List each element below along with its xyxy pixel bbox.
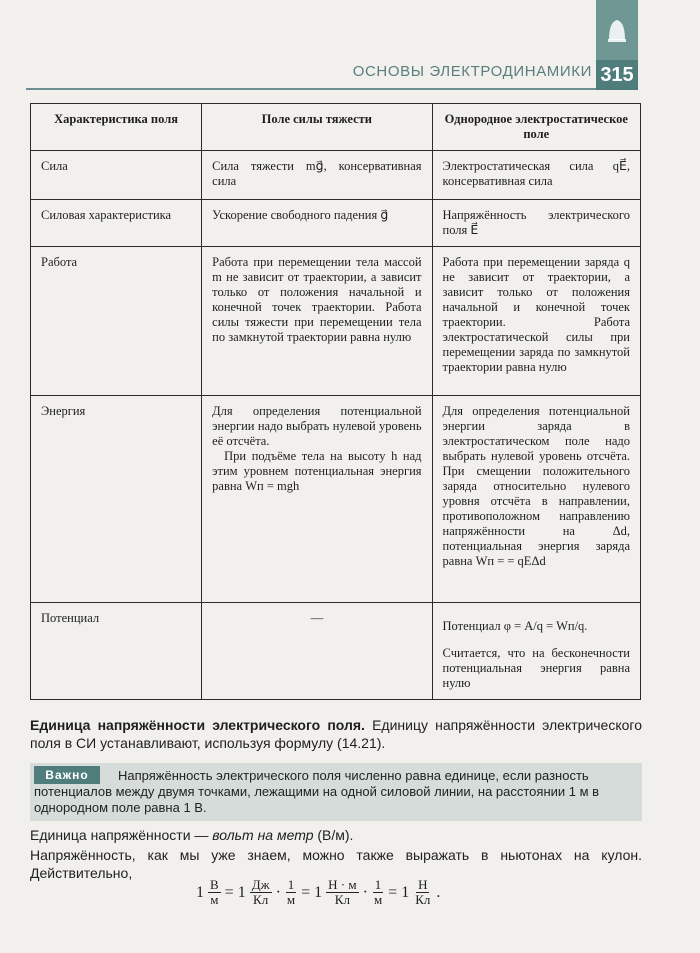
bell-icon <box>606 14 628 44</box>
fraction <box>326 878 358 907</box>
denominator: Кл <box>334 892 350 907</box>
important-label: Важно <box>34 766 100 784</box>
fraction <box>413 878 432 907</box>
formula-part: = 1 <box>224 883 246 901</box>
gravity-energy-text-2: При подъёме тела на высоту h над этим уровнем потенциальная энергия равна Wп = mgh <box>212 449 422 493</box>
gravity-energy-text-1: Для определения потенциальной энергии надо выбрать нулевой уровень её отсчёта. <box>212 404 422 448</box>
paragraph-newton-per-coulomb: Напряжённость, как мы уже знаем, можно также выражать в ньютонах на кулон. Действительно, <box>30 847 642 881</box>
table-row <box>31 603 641 700</box>
potential-formula: Потенциал φ = A/q = Wп/q. <box>442 619 588 633</box>
denominator: м <box>286 892 296 907</box>
important-text: Напряжённость электрического поля численно равна единице, если разность потенциалов между двумя точками, лежащими на одной силовой линии, на расстоянии 1 м в однородном поле равна 1 В. <box>34 768 600 815</box>
denominator: Кл <box>253 892 269 907</box>
paragraph-tail: (В/м). <box>313 827 354 843</box>
section-title: ОСНОВЫ ЭЛЕКТРОДИНАМИКИ <box>352 63 592 80</box>
paragraph-unit-definition <box>30 716 642 752</box>
fraction <box>285 878 297 907</box>
unit-formula <box>196 878 440 907</box>
fraction <box>372 878 384 907</box>
row-name: Энергия <box>31 396 202 603</box>
formula-part: . <box>436 883 441 901</box>
fraction <box>208 878 221 907</box>
table-row <box>31 247 641 396</box>
formula-part: · <box>362 883 368 901</box>
numerator: Н · м <box>328 877 357 892</box>
row-name: Работа <box>31 247 202 396</box>
header-divider <box>26 88 596 90</box>
unit-name-italic: вольт на метр <box>212 827 314 843</box>
electro-cell <box>432 603 640 700</box>
numerator: В <box>210 877 219 892</box>
header-electrostatic-field: Однородное электростатическое поле <box>432 104 640 151</box>
paragraph-unit-name <box>30 826 642 844</box>
gravity-cell: Сила тяжести mg⃗, консервативная сила <box>202 151 432 200</box>
formula-part: 1 <box>196 883 204 901</box>
formula-part: · <box>275 883 281 901</box>
table-row <box>31 396 641 603</box>
table-header-row <box>31 104 641 151</box>
numerator: 1 <box>374 877 382 892</box>
row-name: Силовая характеристика <box>31 200 202 247</box>
row-name: Потенциал <box>31 603 202 700</box>
denominator: Кл <box>415 892 431 907</box>
paragraph-text: Единица напряжённости — <box>30 827 213 843</box>
gravity-cell <box>202 396 432 603</box>
denominator: м <box>210 892 219 907</box>
electro-cell: Напряжённость электрического поля E⃗ <box>432 200 640 247</box>
formula-part: = 1 <box>301 883 323 901</box>
gravity-cell: Ускорение свободного падения g⃗ <box>202 200 432 247</box>
table-row <box>31 151 641 200</box>
gravity-cell: — <box>202 603 432 700</box>
paragraph-heading: Единица напряжённости электрического поля. <box>30 717 365 733</box>
electro-cell: Для определения потенциальной энергии заряда в электростатическом поле надо выбрать нулевой уровень отсчёта. При смещении положительного заряда относительно нулевого уровня отсчёта в направлении, противоположном направлению напряжённости на Δd, потенциальная энергия заряда равна Wп = = qEΔd <box>432 396 640 603</box>
numerator: Дж <box>251 877 270 892</box>
electro-cell: Работа при перемещении заряда q не зависит от траектории, а зависит только от положения начальной и конечной точек траектории. Работа электростатической силы при перемещении заряда по замкнутой траектории равна нулю <box>432 247 640 396</box>
potential-note: Считается, что на бесконечности потенциальная энергия равна нулю <box>442 646 630 690</box>
row-name: Сила <box>31 151 202 200</box>
header-gravity-field: Поле силы тяжести <box>202 104 432 151</box>
paragraph-body: Единицу напряжённости электрического поля в СИ устанавливают, используя формулу (14.21). <box>30 717 642 751</box>
fraction <box>250 878 272 907</box>
numerator: 1 <box>287 877 295 892</box>
gravity-cell: Работа при перемещении тела массой m не зависит от траектории, а зависит только от положения начальной и конечной точек траектории. Работа силы тяжести при перемещении тела по замкнутой траектории равна нулю <box>202 247 432 396</box>
header-characteristic: Характеристика поля <box>31 104 202 151</box>
comparison-table <box>30 103 641 700</box>
denominator: м <box>373 892 383 907</box>
formula-part: = 1 <box>388 883 410 901</box>
page-number: 315 <box>596 60 638 90</box>
numerator: Н <box>418 877 428 892</box>
table-row <box>31 200 641 247</box>
electro-cell: Электростатическая сила qE⃗, консервативная сила <box>432 151 640 200</box>
